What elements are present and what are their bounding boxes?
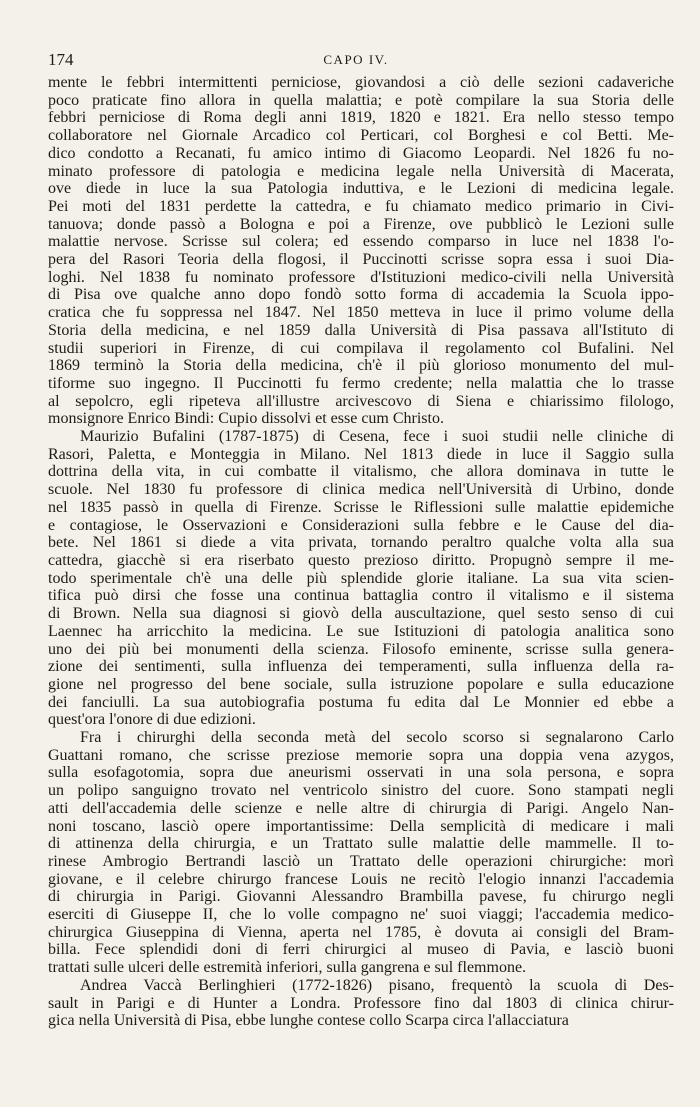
text-line: febbri perniciose di Roma degli anni 1819, 1820 e 1821. Era nello stesso tempo bbox=[48, 109, 674, 127]
text-line: dottrina della vita, in cui combatte il vitalismo, che allora dominava in tutte le bbox=[48, 463, 674, 481]
paragraph bbox=[48, 977, 674, 1030]
text-line: minato professore di patologia e medicina legale nella Università di Macerata, bbox=[48, 162, 674, 180]
text-line: billa. Fece splendidi doni di ferri chirurgici al museo di Pavia, e lasciò buoni bbox=[48, 941, 674, 959]
text-line: gione nel progresso del bene sociale, sulla istruzione popolare e sulla educazione bbox=[48, 675, 674, 693]
text-line: di Pisa ove qualche anno dopo fondò sotto forma di accademia la Scuola ippo- bbox=[48, 286, 674, 304]
text-line: sault in Parigi e di Hunter a Londra. Professore fino dal 1803 di clinica chirur- bbox=[48, 994, 674, 1012]
text-line: loghi. Nel 1838 fu nominato professore d'Istituzioni medico-civili nella Università bbox=[48, 268, 674, 286]
text-line: Pei moti del 1831 perdette la cattedra, e fu chiamato medico primario in Civi- bbox=[48, 197, 674, 215]
text-line: pera del Rasori Teoria della flogosi, il Puccinotti scrisse sopra essa i suoi Dia- bbox=[48, 251, 674, 269]
page-header bbox=[48, 50, 664, 70]
text-line: un polipo sanguigno trovato nel ventricolo sinistro del cuore. Sono stampati negli bbox=[48, 782, 674, 800]
body-text bbox=[48, 74, 674, 1030]
text-line: nel 1835 passò in quella di Firenze. Scrisse le Riflessioni sulle malattie epidemiche bbox=[48, 498, 674, 516]
text-line: al sepolcro, egli ripeteva all'illustre arcivescovo di Siena e chiarissimo filologo, bbox=[48, 392, 674, 410]
text-line: Andrea Vaccà Berlinghieri (1772-1826) pisano, frequentò la scuola di Des- bbox=[80, 976, 674, 994]
text-line: giovane, e il celebre chirurgo francese Louis ne recitò l'elogio innanzi l'accademia bbox=[48, 870, 674, 888]
text-line: sulla esofagotomia, sopra due aneurismi osservati in una sola persona, e sopra bbox=[48, 764, 674, 782]
text-line: chirurgica Giuseppina di Vienna, aperta nel 1785, è dovuta ai consigli del Bram- bbox=[48, 923, 674, 941]
text-line: dei fanciulli. La sua autobiografia postuma fu edita dal Le Monnier ed ebbe a bbox=[48, 693, 674, 711]
text-line: Fra i chirurghi della seconda metà del secolo scorso si segnalarono Carlo bbox=[80, 729, 674, 747]
text-line: tifica può dirsi che fosse una continua battaglia contro il vitalismo e il sistema bbox=[48, 587, 674, 605]
text-line: monsignore Enrico Bindi: Cupio dissolvi et esse cum Christo. bbox=[48, 410, 444, 428]
text-line: Maurizio Bufalini (1787-1875) di Cesena, fece i suoi studii nelle cliniche di bbox=[80, 428, 674, 446]
text-line: tiforme suo ingegno. Il Puccinotti fu fermo credente; nella malattia che lo trasse bbox=[48, 374, 674, 392]
text-line: malattie nervose. Scrisse sul colera; ed essendo comparso in luce nel 1838 l'o- bbox=[48, 233, 674, 251]
paragraph bbox=[48, 428, 674, 729]
text-line: quest'ora l'onore di due edizioni. bbox=[48, 711, 256, 729]
text-line: zione dei sentimenti, sulla influenza dei temperamenti, sulla influenza della ra- bbox=[48, 658, 674, 676]
text-line: trattati sulle ulceri delle estremità inferiori, sulla gangrena e sul flemmone. bbox=[48, 959, 527, 977]
text-line: 1869 terminò la Storia della medicina, ch'è il più glorioso monumento del mul- bbox=[48, 357, 674, 375]
text-line: gica nella Università di Pisa, ebbe lunghe contese collo Scarpa circa l'allacciatura bbox=[48, 1012, 569, 1030]
text-line: eserciti di Giuseppe II, che lo volle compagno ne' suoi viaggi; l'accademia medico- bbox=[48, 906, 674, 924]
text-line: di attinenza della chirurgia, e un Trattato sulle malattie delle mammelle. Il to- bbox=[48, 835, 674, 853]
text-line: cattedra, giacchè si era riserbato questo prezioso diritto. Propugnò sempre il me- bbox=[48, 551, 674, 569]
text-line: collaboratore nel Giornale Arcadico col Perticari, col Borghesi e col Betti. Me- bbox=[48, 127, 674, 145]
text-line: bete. Nel 1861 si diede a vita privata, tornando peraltro qualche volta alla sua bbox=[48, 534, 674, 552]
text-line: e contagiose, le Osservazioni e Considerazioni sulla febbre e le Cause del dia- bbox=[48, 516, 674, 534]
text-line: cratica che fu soppressa nel 1847. Nel 1850 metteva in luce il primo volume della bbox=[48, 304, 674, 322]
text-line: Laennec ha arricchito la medicina. Le sue Istituzioni di patologia analitica sono bbox=[48, 622, 674, 640]
text-line: di chirurgia in Parigi. Giovanni Alessandro Brambilla pavese, fu chirurgo negli bbox=[48, 888, 674, 906]
text-line: uno dei più bei monumenti della scienza. Filosofo eminente, scrisse sulla genera- bbox=[48, 640, 674, 658]
paragraph bbox=[48, 729, 674, 977]
text-line: Rasori, Paletta, e Monteggia in Milano. Nel 1813 diede in luce il Saggio sulla bbox=[48, 445, 674, 463]
text-line: todo sperimentale ch'è una delle più splendide glorie italiane. La sua vita scien- bbox=[48, 569, 674, 587]
text-line: Guattani romano, che scrisse preziose memorie sopra una doppia vena azygos, bbox=[48, 746, 674, 764]
text-line: atti dell'accademia delle scienze e nelle altre di chirurgia di Parigi. Angelo Nan- bbox=[48, 799, 674, 817]
text-line: dico condotto a Recanati, fu amico intimo di Giacomo Leopardi. Nel 1826 fu no- bbox=[48, 144, 674, 162]
text-line: scuole. Nel 1830 fu professore di clinica medica nell'Università di Urbino, donde bbox=[48, 481, 674, 499]
text-line: mente le febbri intermittenti perniciose, giovandosi a ciò delle sezioni cadaveriche bbox=[48, 74, 674, 91]
paragraph bbox=[48, 74, 674, 428]
text-line: tanuova; donde passò a Bologna e poi a Firenze, ove pubblicò le Lezioni sulle bbox=[48, 215, 674, 233]
page-number: 174 bbox=[48, 50, 74, 69]
text-line: poco praticate fino allora in quella malattia; e potè compilare la sua Storia delle bbox=[48, 91, 674, 109]
text-line: studii superiori in Firenze, di cui compilava il regolamento col Bufalini. Nel bbox=[48, 339, 674, 357]
text-line: noni toscano, lasciò opere importantissime: Della semplicità di medicare i mali bbox=[48, 817, 674, 835]
text-line: ove diede in luce la sua Patologia induttiva, e le Lezioni di medicina legale. bbox=[48, 180, 674, 198]
text-line: rinese Ambrogio Bertrandi lasciò un Trattato delle operazioni chirurgiche: morì bbox=[48, 852, 674, 870]
text-line: Storia della medicina, e nel 1859 dalla Università di Pisa passava all'Istituto di bbox=[48, 321, 674, 339]
running-head: CAPO IV. bbox=[323, 52, 389, 67]
text-line: di Brown. Nella sua diagnosi si giovò della auscultazione, quel sesto senso di cui bbox=[48, 605, 674, 623]
